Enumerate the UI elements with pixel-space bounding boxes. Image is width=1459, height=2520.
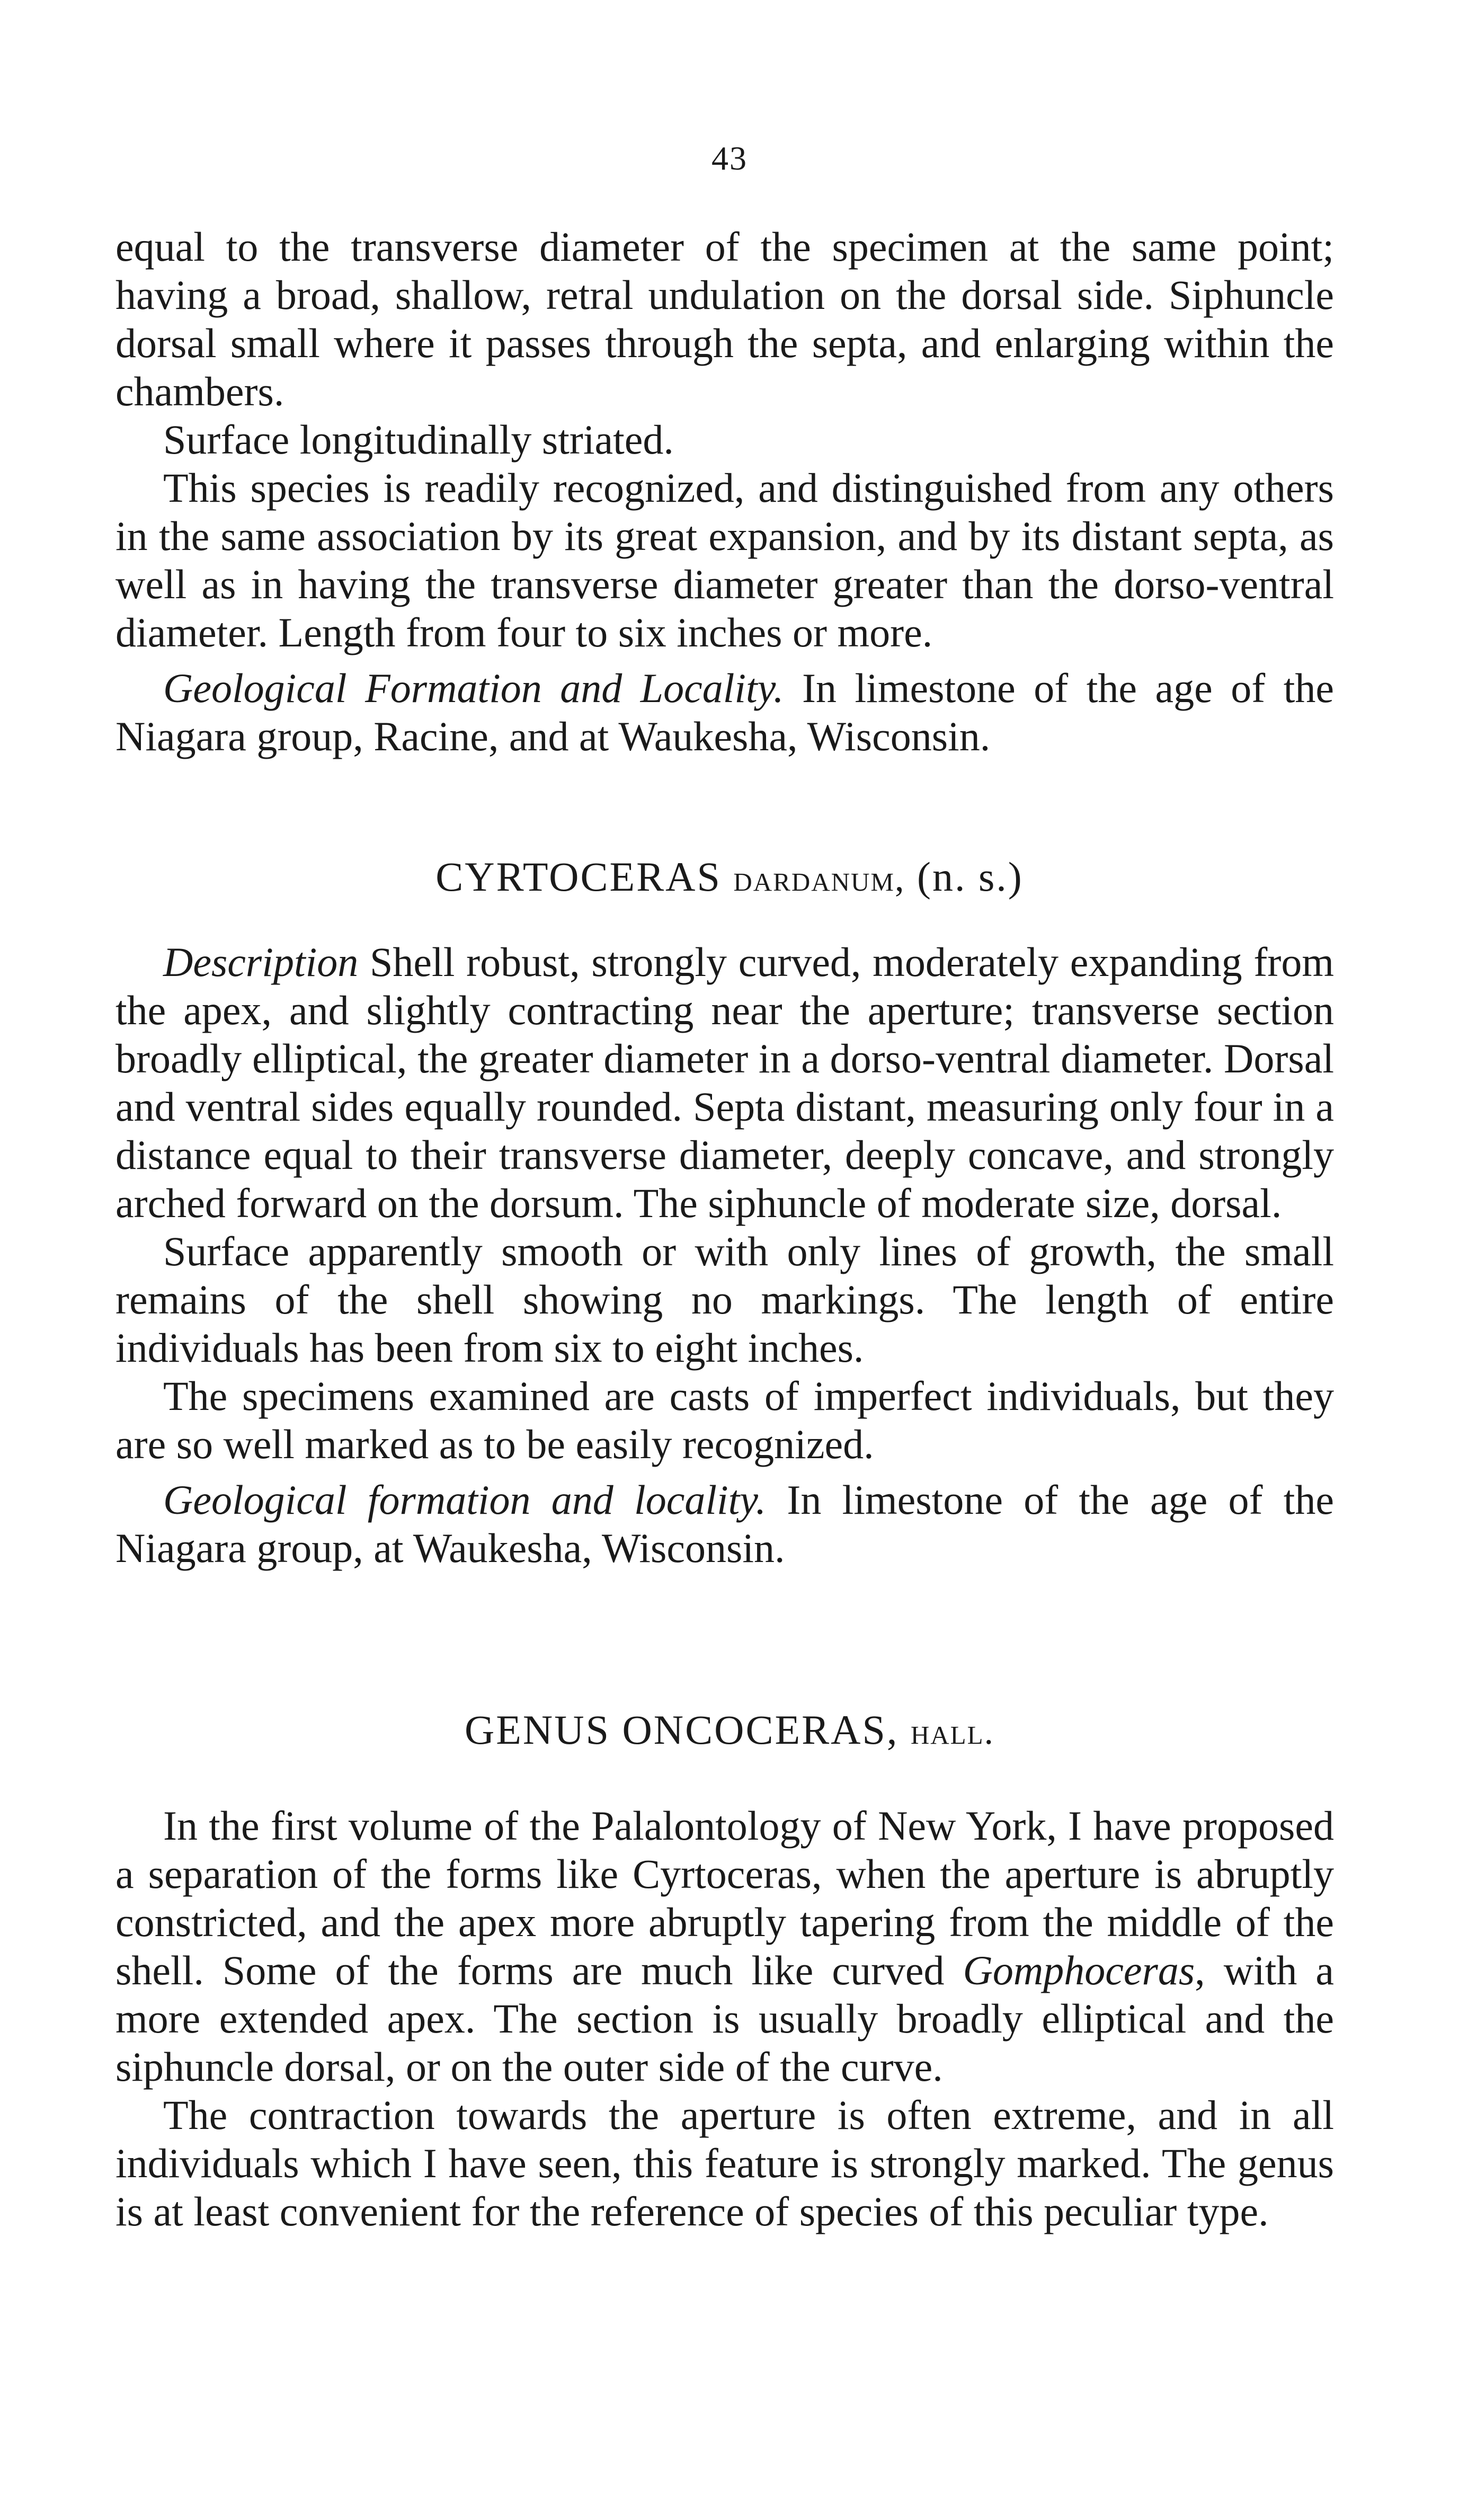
text-block-species-end: [115, 223, 1334, 760]
description-text: Shell robust, strongly curved, moderately expanding from the apex, and slightly contracting near the aperture; transverse section broadly elliptical, the greater diameter in a dorso-ventral diameter. Dorsal and ventral sides equally rounded. Septa distant, measuring only four in a distance equal to their transverse diameter, deeply concave, and strongly arched forward on the dorsum. The siphuncle of moderate size, dorsal.: [115, 939, 1334, 1226]
locality-text: In limestone of the age of the Niagara group, at Waukesha, Wisconsin.: [115, 1477, 1334, 1571]
paragraph: Surface apparently smooth or with only lines of growth, the small remains of the shell showing no markings. The length of entire individuals has been from six to eight inches.: [115, 1228, 1334, 1371]
paragraph: Surface longitudinally striated.: [163, 416, 674, 463]
locality-label: Geological Formation and Locality.: [163, 665, 784, 711]
page-number: 43: [711, 139, 748, 177]
text-block-oncoceras: [115, 1802, 1334, 2235]
description-paragraph: [115, 938, 1334, 1227]
paragraph: equal to the transverse diameter of the specimen at the same point; having a broad, shallow, retral undulation on the dorsal side. Siphuncle dorsal small where it passes through the septa, and enlarging within the chambers.: [115, 224, 1334, 414]
locality-paragraph: [115, 664, 1334, 760]
gomphoceras-name: Gomphoceras: [963, 1947, 1195, 1993]
species-heading-cyrtoceras: [0, 853, 1459, 901]
paragraph: In the first volume of the Palalontology of New York, I have proposed a separation of the forms like Cyrtoceras, when the aperture is abruptly constricted, and the apex more abruptly tapering from the middle of the shell. Some of the forms are much like curved Gomphoceras, with a more extended apex. The section is usually broadly elliptical and the siphuncle dorsal, or on the outer side of the curve.: [115, 1803, 1334, 2090]
species-name: dardanum,: [733, 858, 905, 899]
description-label: Description: [163, 939, 359, 985]
locality-label: Geological formation and locality.: [163, 1477, 767, 1523]
species-note: (n. s.): [905, 854, 1024, 900]
locality-text: In limestone of the age of the Niagara group, Racine, and at Waukesha, Wisconsin.: [115, 665, 1334, 759]
genus-name: CYRTOCERAS: [435, 854, 734, 900]
paragraph: The contraction towards the aperture is often extreme, and in all individuals which I have seen, this feature is strongly marked. The genus is at least convenient for the reference of species of this peculiar type.: [115, 2092, 1334, 2234]
locality-paragraph: [115, 1476, 1334, 1572]
genus-heading-oncoceras: [0, 1706, 1459, 1754]
genus-heading-main: GENUS ONCOCERAS,: [464, 1707, 911, 1753]
text-block-cyrtoceras: [115, 938, 1334, 1572]
genus-author: hall.: [910, 1711, 995, 1752]
paragraph: The specimens examined are casts of imperfect individuals, but they are so well marked as to be easily recognized.: [115, 1373, 1334, 1467]
paragraph: This species is readily recognized, and distinguished from any others in the same association by its great expansion, and by its distant septa, as well as in having the transverse diameter greater than the dorso-ventral diameter. Length from four to six inches or more.: [115, 465, 1334, 655]
